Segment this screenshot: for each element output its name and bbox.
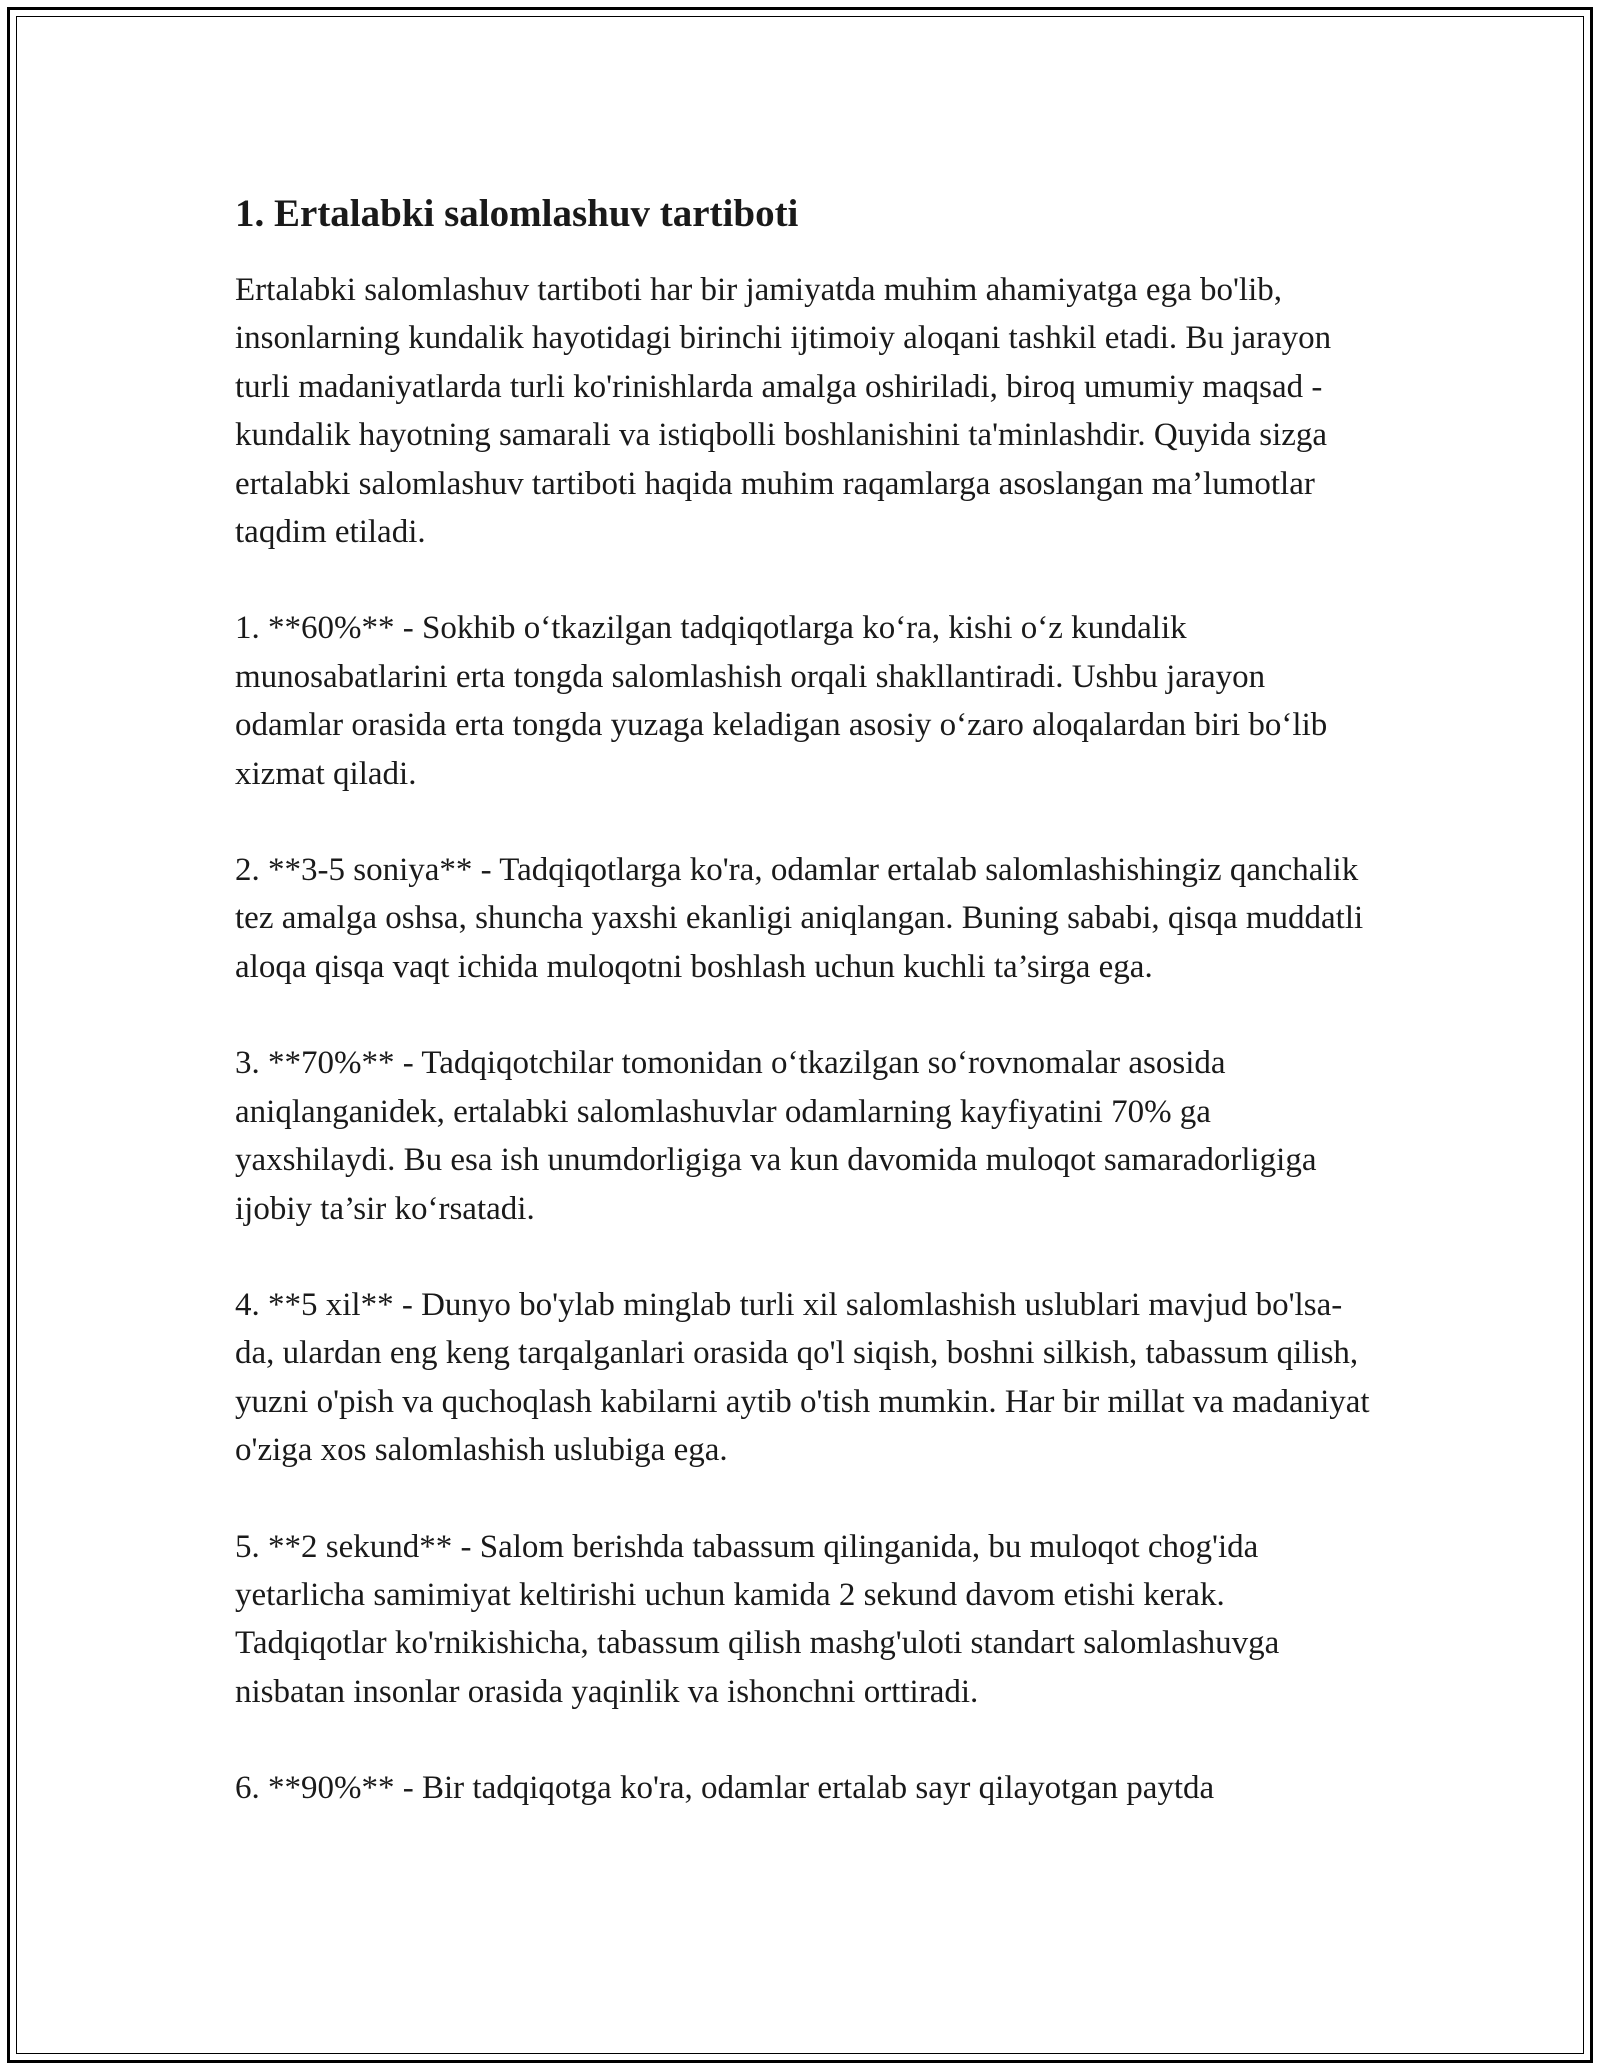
list-item-3: 3. **70%** - Tadqiqotchilar tomonidan o‘tkazilgan so‘rovnomalar asosida aniqlanganidek, ertalabki salomlashuvlar odamlarning kayfiyatini 70% ga yaxshilaydi. Bu esa ish unumdorligiga va kun davomida muloqot samaradorligiga ijobiy ta’sir ko‘rsatadi. — [235, 1045, 1317, 1227]
document-body — [235, 190, 1370, 1861]
section-title: 1. Ertalabki salomlashuv tartiboti — [235, 192, 799, 235]
intro-paragraph: Ertalabki salomlashuv tartiboti har bir jamiyatda muhim ahamiyatga ega bo'lib, insonlarning kundalik hayotidagi birinchi ijtimoiy aloqani tashkil etadi. Bu jarayon turli madaniyatlarda turli ko'rinishlarda amalga oshiriladi, biroq umumiy maqsad - kundalik hayotning samarali va istiqbolli boshlanishini ta'minlashdir. Quyida sizga ertalabki salomlashuv tartiboti haqida muhim raqamlarga asoslangan ma’lumotlar taqdim etiladi. — [235, 272, 1332, 551]
list-item-1: 1. **60%** - Sokhib o‘tkazilgan tadqiqotlarga ko‘ra, kishi o‘z kundalik munosabatlarini erta tongda salomlashish orqali shakllantiradi. Ushbu jarayon odamlar orasida erta tongda yuzaga keladigan asosiy o‘zaro aloqalardan biri bo‘lib xizmat qiladi. — [235, 610, 1328, 792]
list-item-2: 2. **3-5 soniya** - Tadqiqotlarga ko'ra, odamlar ertalab salomlashishingiz qanchalik tez amalga oshsa, shuncha yaxshi ekanligi aniqlangan. Buning sababi, qisqa muddatli aloqa qisqa vaqt ichida muloqotni boshlash uchun kuchli ta’sirga ega. — [235, 852, 1364, 985]
list-item-4: 4. **5 xil** - Dunyo bo'ylab minglab turli xil salomlashish uslublari mavjud bo'lsa-da, ulardan eng keng tarqalganlari orasida qo'l siqish, boshni silkish, tabassum qilish, yuzni o'pish va quchoqlash kabilarni aytib o'tish mumkin. Har bir millat va madaniyat o'ziga xos salomlashish uslubiga ega. — [235, 1286, 1370, 1469]
list-item-5: 5. **2 sekund** - Salom berishda tabassum qilinganida, bu muloqot chog'ida yetarlicha samimiyat keltirishi uchun kamida 2 sekund davom etishi kerak. Tadqiqotlar ko'rnikishicha, tabassum qilish mashg'uloti standart salomlashuvga nisbatan insonlar orasida yaqinlik va ishonchni orttiradi. — [235, 1528, 1280, 1710]
list-item-6: 6. **90%** - Bir tadqiqotga ko'ra, odamlar ertalab sayr qilayotgan paytda — [235, 1770, 1215, 1807]
